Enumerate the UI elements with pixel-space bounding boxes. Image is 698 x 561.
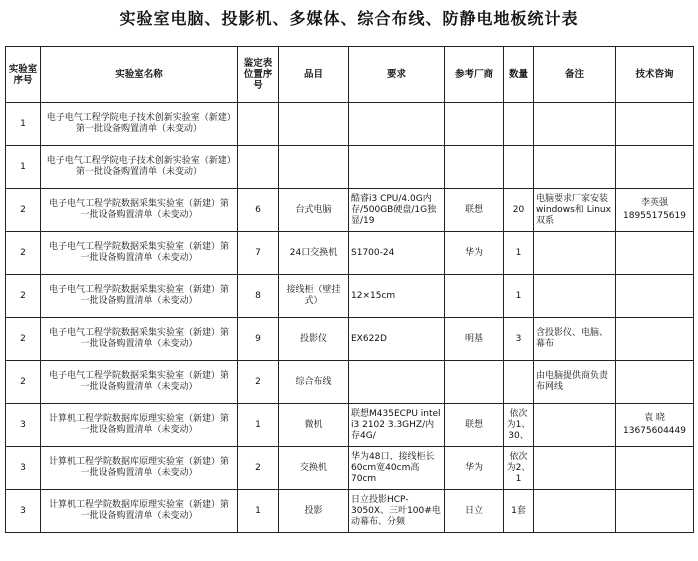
cell-note [534, 404, 616, 447]
cell-vendor: 联想 [445, 404, 504, 447]
cell-vendor: 华为 [445, 447, 504, 490]
cell-seq: 3 [6, 404, 41, 447]
cell-lab-name: 计算机工程学院数据库原理实验室（新建）第一批设备购置清单（未变动） [41, 404, 238, 447]
cell-position: 2 [238, 361, 279, 404]
cell-vendor: 联想 [445, 189, 504, 232]
cell-lab-name: 电子电气工程学院电子技术创新实验室（新建）第一批设备购置清单（未变动） [41, 103, 238, 146]
cell-position: 6 [238, 189, 279, 232]
page-title: 实验室电脑、投影机、多媒体、综合布线、防静电地板统计表 [119, 9, 579, 28]
cell-requirement [349, 103, 445, 146]
header-vendor: 参考厂商 [445, 47, 504, 103]
table-row [6, 447, 694, 490]
cell-position: 1 [238, 490, 279, 533]
cell-vendor: 华为 [445, 232, 504, 275]
cell-vendor: 日立 [445, 490, 504, 533]
header-position: 鉴定表位置序号 [238, 47, 279, 103]
cell-lab-name: 电子电气工程学院数据采集实验室（新建）第一批设备购置清单（未变动） [41, 189, 238, 232]
table-row [6, 146, 694, 189]
cell-item: 24口交换机 [279, 232, 349, 275]
cell-vendor [445, 275, 504, 318]
cell-requirement: 酷睿i3 CPU/4.0G内存/500GB硬盘/1G独显/19 [349, 189, 445, 232]
cell-lab-name: 计算机工程学院数据库原理实验室（新建）第一批设备购置清单（未变动） [41, 490, 238, 533]
cell-item: 交换机 [279, 447, 349, 490]
cell-seq: 2 [6, 318, 41, 361]
cell-quantity: 1 [504, 232, 534, 275]
cell-contact [616, 146, 694, 189]
cell-seq: 2 [6, 361, 41, 404]
table-row [6, 189, 694, 232]
cell-seq: 3 [6, 490, 41, 533]
cell-note: 由电脑提供商负责布网线 [534, 361, 616, 404]
cell-contact [616, 275, 694, 318]
header-note: 备注 [534, 47, 616, 103]
cell-contact: 李英强 18955175619 [616, 189, 694, 232]
cell-contact: 袁 晓 13675604449 [616, 404, 694, 447]
header-contact: 技术咨询 [616, 47, 694, 103]
table-row [6, 361, 694, 404]
header-item: 品目 [279, 47, 349, 103]
cell-note [534, 103, 616, 146]
cell-seq: 2 [6, 232, 41, 275]
cell-item: 投影 [279, 490, 349, 533]
cell-seq: 1 [6, 146, 41, 189]
cell-quantity: 依次为1、30、 [504, 404, 534, 447]
cell-seq: 1 [6, 103, 41, 146]
cell-position [238, 103, 279, 146]
cell-note: 含投影仪、电脑、幕布 [534, 318, 616, 361]
cell-lab-name: 计算机工程学院数据库原理实验室（新建）第一批设备购置清单（未变动） [41, 447, 238, 490]
statistics-table [5, 46, 694, 533]
table-row [6, 103, 694, 146]
cell-position: 8 [238, 275, 279, 318]
cell-requirement: 华为48口、接线柜长60cm宽40cm高70cm [349, 447, 445, 490]
cell-quantity: 1套 [504, 490, 534, 533]
cell-lab-name: 电子电气工程学院数据采集实验室（新建）第一批设备购置清单（未变动） [41, 275, 238, 318]
cell-quantity: 3 [504, 318, 534, 361]
cell-quantity [504, 146, 534, 189]
cell-requirement [349, 361, 445, 404]
table-row [6, 318, 694, 361]
cell-contact [616, 490, 694, 533]
cell-requirement: 日立投影HCP-3050X、三叶100#电动幕布、分频 [349, 490, 445, 533]
cell-note [534, 232, 616, 275]
cell-note [534, 275, 616, 318]
cell-note [534, 146, 616, 189]
cell-quantity: 1 [504, 275, 534, 318]
cell-position: 2 [238, 447, 279, 490]
cell-vendor: 明基 [445, 318, 504, 361]
cell-contact [616, 232, 694, 275]
header-quantity: 数量 [504, 47, 534, 103]
cell-contact [616, 318, 694, 361]
cell-position: 9 [238, 318, 279, 361]
table-row [6, 490, 694, 533]
cell-lab-name: 电子电气工程学院数据采集实验室（新建）第一批设备购置清单（未变动） [41, 232, 238, 275]
cell-note: 电脑要求厂家安装windows和 Linux双系 [534, 189, 616, 232]
cell-requirement: 联想M435ECPU intel i3 2102 3.3GHZ/内存4G/ [349, 404, 445, 447]
header-row [6, 47, 694, 103]
cell-requirement: 12×15cm [349, 275, 445, 318]
table-row [6, 232, 694, 275]
cell-seq: 3 [6, 447, 41, 490]
cell-quantity [504, 361, 534, 404]
cell-item [279, 146, 349, 189]
table-row [6, 275, 694, 318]
cell-contact [616, 447, 694, 490]
cell-note [534, 447, 616, 490]
cell-note [534, 490, 616, 533]
cell-position [238, 146, 279, 189]
cell-quantity [504, 103, 534, 146]
cell-seq: 2 [6, 275, 41, 318]
cell-item: 台式电脑 [279, 189, 349, 232]
cell-lab-name: 电子电气工程学院电子技术创新实验室（新建）第一批设备购置清单（未变动） [41, 146, 238, 189]
header-requirement: 要求 [349, 47, 445, 103]
cell-quantity: 依次为2、1 [504, 447, 534, 490]
cell-item [279, 103, 349, 146]
cell-lab-name: 电子电气工程学院数据采集实验室（新建）第一批设备购置清单（未变动） [41, 361, 238, 404]
cell-requirement: S1700-24 [349, 232, 445, 275]
cell-item: 接线柜（壁挂式） [279, 275, 349, 318]
cell-item: 综合布线 [279, 361, 349, 404]
cell-item: 微机 [279, 404, 349, 447]
cell-vendor [445, 146, 504, 189]
cell-position: 1 [238, 404, 279, 447]
header-seq: 实验室序号 [6, 47, 41, 103]
cell-seq: 2 [6, 189, 41, 232]
cell-contact [616, 103, 694, 146]
cell-item: 投影仪 [279, 318, 349, 361]
cell-vendor [445, 361, 504, 404]
cell-lab-name: 电子电气工程学院数据采集实验室（新建）第一批设备购置清单（未变动） [41, 318, 238, 361]
cell-requirement [349, 146, 445, 189]
table-body [6, 103, 694, 533]
cell-vendor [445, 103, 504, 146]
table-row [6, 404, 694, 447]
cell-quantity: 20 [504, 189, 534, 232]
cell-contact [616, 361, 694, 404]
header-lab-name: 实验室名称 [41, 47, 238, 103]
cell-position: 7 [238, 232, 279, 275]
cell-requirement: EX622D [349, 318, 445, 361]
